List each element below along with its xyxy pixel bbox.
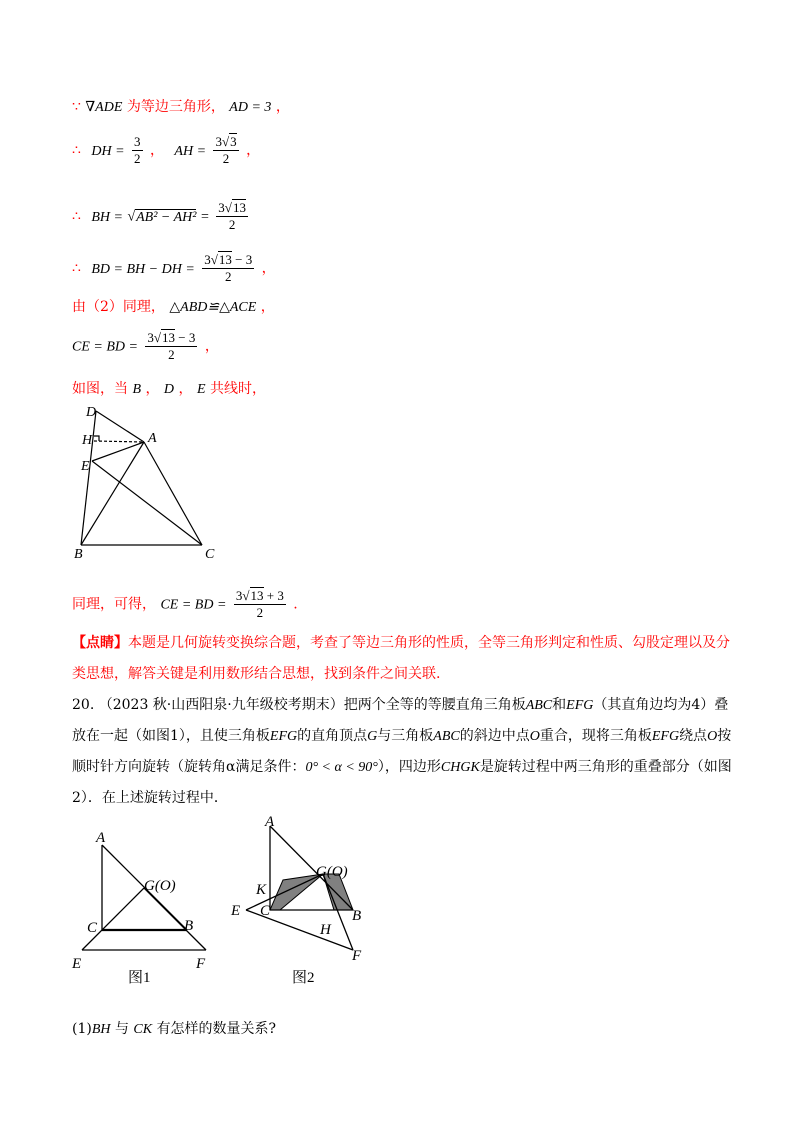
seg-ec [92, 461, 202, 545]
caption-fig1: 图1 [128, 970, 151, 986]
problem-text-e: 与三角板 [377, 728, 434, 744]
label-g: G(O) [144, 878, 176, 894]
problem-text-k: 是旋转过程中两三角 [479, 759, 606, 775]
ah-fraction [213, 134, 238, 167]
point-o: O [529, 729, 540, 744]
dh-lhs: DH = [91, 143, 125, 159]
label-h: H [320, 922, 331, 938]
ce2-num-tail: + 3 [263, 588, 284, 603]
line7-text1: 如图，当 [72, 381, 128, 397]
line8-text: 同理，可得， [72, 596, 156, 613]
line1-text: 为等边三角形， [126, 99, 225, 115]
line5-text: 由（2）同理， [72, 299, 165, 315]
problem-text-a: 把两个全等的等腰直角三角板 [343, 697, 526, 713]
label-c: C [205, 547, 215, 562]
ce-lhs: CE = BD = [72, 339, 138, 355]
line7-text2: 共线时， [209, 381, 266, 397]
ah-lhs: AH = [174, 143, 207, 159]
bd-fraction [202, 252, 254, 285]
line-2 [72, 134, 260, 167]
problem-text-i: 按顺时针方向旋转（旋转角α满足条件： [72, 728, 732, 775]
line7-sep2: ， [178, 381, 193, 397]
line-3: ∴ BH = √AB² − AH² = $\frac{3√13}{2}$ [72, 200, 246, 232]
ce-num-tail: − 3 [175, 330, 196, 345]
problem-number: 20. [72, 697, 95, 713]
dh-den: 2 [134, 151, 141, 166]
right-angle-mark-h [94, 436, 99, 441]
ce-num-coef: 3 [147, 330, 154, 345]
quad-chgk: CHGK [440, 760, 480, 775]
line6-end: ， [204, 338, 219, 355]
bd-num-coef: 3 [204, 252, 211, 267]
question-with: 与 [114, 1021, 129, 1037]
bd-den: 2 [224, 269, 232, 284]
problem-20 [72, 690, 732, 814]
bh-num: 3√13 [218, 200, 246, 215]
ce-fraction [145, 330, 197, 363]
label-a: A [265, 814, 275, 830]
problem-text-b: （其直角边均为4） [593, 697, 715, 713]
label-e: E [72, 956, 82, 972]
line-8 [72, 588, 298, 621]
line-1 [72, 96, 290, 116]
seg-da [96, 411, 144, 442]
problem-source: （2023 秋·山西阳泉·九年级校考期末） [98, 697, 344, 713]
label-c: C [260, 903, 271, 919]
seg-ac [144, 442, 202, 545]
label-e: E [231, 903, 241, 919]
point-b: B [132, 382, 142, 397]
seg-ge [82, 888, 144, 950]
line7-sep1: ， [145, 381, 160, 397]
seg-ae [92, 442, 144, 461]
problem-text-f: 的斜边中点 [459, 728, 530, 744]
label-f: F [352, 948, 362, 964]
line8-end: . [293, 596, 298, 613]
therefore-symbol: ∴ [72, 208, 81, 225]
comment-tag: 【点睛】 [72, 635, 128, 651]
comment-paragraph [72, 628, 732, 690]
label-b: B [184, 918, 194, 934]
bh-lhs: BH = [91, 209, 123, 225]
triangle-abc: ABC [525, 698, 553, 713]
ce2-num-coef: 3 [235, 588, 243, 603]
congruence: △ABD≌△ACE [169, 300, 257, 315]
seg-gf [144, 888, 206, 950]
comment-text: 本题是几何旋转变换综合题，考查了等边三角形的性质，全等三角形判定和性质、勾股定理以及分类思想，解答关键是利用数形结合思想，找到条件之间关联. [72, 635, 730, 682]
label-k: K [256, 882, 267, 898]
question-number: (1) [72, 1021, 92, 1037]
label-f: F [196, 956, 206, 972]
triangle-ade: ∇ADE [85, 100, 123, 115]
triangle-efg: EFG [566, 698, 594, 713]
label-d: D [86, 405, 97, 420]
seg-ha-dashed [94, 441, 144, 442]
ce2-num-rad: 13 [250, 588, 264, 603]
problem-text-g: 重合，现将三角板 [539, 728, 652, 744]
bd-lhs: BD = BH − DH = [91, 261, 195, 277]
bd-num-rad: 13 [218, 252, 232, 267]
triangle-efg-2: EFG [269, 729, 298, 744]
problem-text-d: 的直角顶点 [297, 728, 368, 744]
bd-num-tail: − 3 [231, 252, 253, 267]
therefore-symbol: ∴ [72, 142, 81, 159]
label-b: B [352, 908, 362, 924]
problem-and: 和 [552, 697, 567, 713]
label-a: A [148, 431, 157, 446]
ce2-den: 2 [256, 605, 264, 620]
figure-triangle-bdhae [72, 400, 232, 565]
problem-text-c: 叠放在一起（如图1），且使三角板 [72, 697, 729, 744]
point-d: D [163, 382, 175, 397]
ce-num-rad: 13 [162, 330, 176, 345]
caption-fig2: 图2 [292, 970, 315, 986]
ce2-num: 3√13 + 3 [235, 588, 284, 603]
ah-den: 2 [222, 151, 230, 166]
ah-num-rad: 3 [230, 134, 237, 149]
line4-end: ， [261, 260, 276, 277]
question-text: 有怎样的数量关系? [156, 1021, 277, 1037]
line2-sep: ， [149, 142, 164, 159]
point-e: E [196, 382, 206, 397]
question-1 [72, 1018, 276, 1038]
label-h: H [82, 433, 93, 448]
figure-1 [70, 820, 220, 990]
triangle-efg-3: EFG [651, 729, 680, 744]
line5-end: ， [260, 299, 275, 315]
line-7 [72, 378, 266, 398]
line-5 [72, 296, 275, 316]
line1-comma: ， [275, 99, 290, 115]
label-a: A [96, 830, 106, 846]
because-symbol: ∵ [72, 99, 81, 115]
ce-den: 2 [168, 347, 175, 362]
ce-lhs-2: CE = BD = [160, 597, 227, 613]
ah-num-coef: 3 [215, 134, 222, 149]
problem-text-l: 形的重叠部分（如图2）．在上述旋转过程中． [72, 759, 732, 806]
therefore-symbol: ∴ [72, 260, 81, 277]
label-b: B [74, 547, 83, 562]
problem-text-j: ），四边形 [377, 759, 441, 775]
line-4 [72, 252, 276, 285]
triangle-abc-2: ABC [433, 729, 460, 744]
bh-num-coef: 3 [218, 200, 225, 215]
problem-text-h: 绕点 [679, 728, 708, 744]
dh-fraction [132, 134, 143, 167]
bh-den: 2 [228, 217, 236, 232]
label-e: E [81, 459, 90, 474]
segment-bh: BH [91, 1022, 111, 1037]
bh-radicand: AB² − AH² [136, 209, 197, 225]
ce-fraction-2 [234, 588, 286, 621]
line2-end: ， [246, 142, 261, 159]
point-o-2: O [707, 729, 718, 744]
bh-num-rad: 13 [232, 200, 246, 215]
label-c: C [87, 920, 98, 936]
figure-2 [228, 812, 378, 990]
bd-num: 3√13 − 3 [204, 252, 253, 267]
line-6 [72, 330, 219, 363]
bh-fraction [216, 200, 248, 233]
ce-num: 3√13 − 3 [147, 330, 196, 345]
ah-num: 3√3 [215, 134, 237, 149]
label-g: G(O) [316, 864, 348, 880]
angle-condition: 0° < α < 90° [305, 760, 378, 775]
dh-num: 3 [134, 134, 141, 149]
ad-equation: AD = 3 [229, 100, 272, 115]
point-g: G [367, 729, 378, 744]
segment-ck: CK [133, 1022, 153, 1037]
equals: = [200, 209, 209, 225]
